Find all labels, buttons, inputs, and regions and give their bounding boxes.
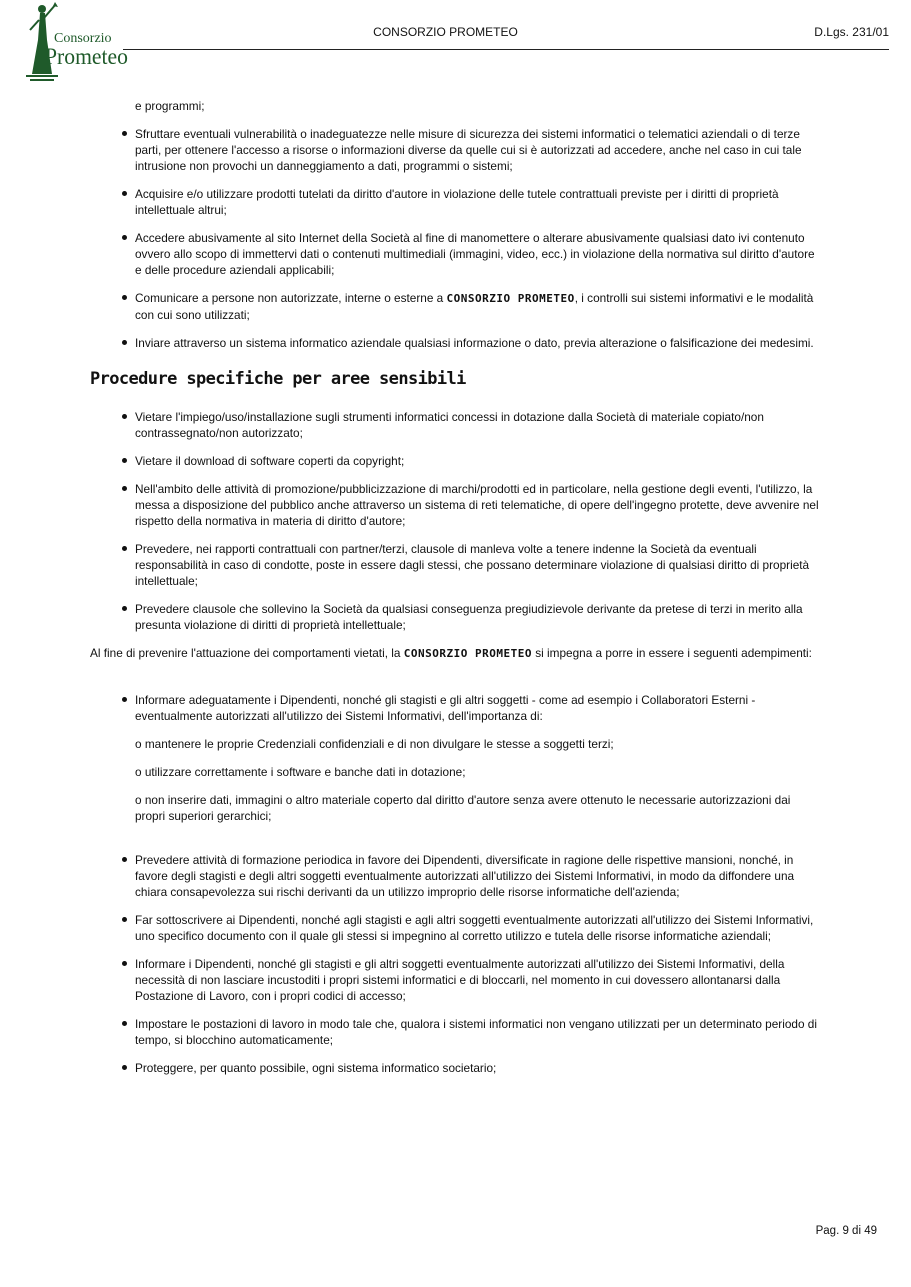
- list-item: Informare i Dipendenti, nonché gli stagisti e gli altri soggetti eventualmente autorizzati all'utilizzo dei Sistemi Informativi, della necessità di non lasciare incustoditi i propri sistemi informatici e di bloccarli, nel momento in cui dovessero allontanarsi dalla Postazione di Lavoro, con i propri codici di accesso;: [90, 956, 823, 1004]
- section-title: Procedure specifiche per aree sensibili: [90, 369, 466, 389]
- brand-name: CONSORZIO PROMETEO: [446, 292, 575, 305]
- list-item: Far sottoscrivere ai Dipendenti, nonché agli stagisti e agli altri soggetti eventualmente autorizzati all'utilizzo dei Sistemi Informativi, uno specifico documento con il quale gli stessi si impegnino al corretto utilizzo e tutela delle risorse informatiche aziendali;: [90, 912, 823, 944]
- page-number: Pag. 9 di 49: [815, 1225, 877, 1237]
- header-title: CONSORZIO PROMETEO: [373, 25, 518, 39]
- prohibitions-list: [90, 126, 823, 351]
- text: si impegna a porre in essere i seguenti adempimenti:: [535, 646, 812, 660]
- measures-list: [90, 852, 823, 1076]
- list-item: Proteggere, per quanto possibile, ogni sistema informatico societario;: [90, 1060, 823, 1076]
- text: Al fine di prevenire l'attuazione dei comportamenti vietati, la: [90, 646, 401, 660]
- sub-item: o utilizzare correttamente i software e banche dati in dotazione;: [135, 765, 466, 779]
- list-item: Prevedere attività di formazione periodica in favore dei Dipendenti, diversificate in ragione delle rispettive mansioni, nonché, in favore degli stagisti e degli altri soggetti eventualmente autorizzati all'utilizzo dei Sistemi Informativi, in modo da diffondere una chiara consapevolezza sui rischi derivanti da un utilizzo improprio delle risorse informatiche dell'azienda;: [90, 852, 823, 900]
- logo-text-top: Consorzio: [54, 31, 112, 46]
- list-item: Informare adeguatamente i Dipendenti, nonché gli stagisti e gli altri soggetti - come ad esempio i Collaboratori Esterni - eventualmente autorizzati all'utilizzo dei Sistemi Informativi, dell'importanza di:: [90, 692, 823, 724]
- list-item: Sfruttare eventuali vulnerabilità o inadeguatezze nelle misure di sicurezza dei sistemi informatici o telematici aziendali o di terze parti, per ottenere l'accesso a risorse o informazioni diverse da quelle cui si è autorizzati ad accedere, anche nel caso in cui tale intrusione non provochi un danneggiamento a dati, programmi o sistemi;: [90, 126, 823, 174]
- list-item: Prevedere clausole che sollevino la Società da qualsiasi conseguenza pregiudizievole derivante da pretese di terzi in merito alla presunta violazione di diritti di proprietà intellettuale;: [90, 601, 823, 633]
- procedures-list: [90, 409, 823, 633]
- list-item: Accedere abusivamente al sito Internet della Società al fine di manomettere o alterare abusivamente qualsiasi dato ivi contenuto ovvero allo scopo di immettervi dati o contenuti multimediali (immagini, video, ecc.) in violazione della normativa sul diritto d'autore e delle procedure aziendali applicabili;: [90, 230, 823, 278]
- list-item: Nell'ambito delle attività di promozione/pubblicizzazione di marchi/prodotti ed in particolare, nella gestione degli eventi, l'utilizzo, la messa a disposizione del pubblico anche attraverso un sistema di reti telematiche, di opere dell'ingegno protette, deve avvenire nel rispetto della normativa in materia di diritto d'autore;: [90, 481, 823, 529]
- header-law-reference: D.Lgs. 231/01: [814, 25, 889, 39]
- list-item: Inviare attraverso un sistema informatico aziendale qualsiasi informazione o dato, previa alterazione o falsificazione dei medesimi.: [90, 335, 823, 351]
- text: Comunicare a persone non autorizzate, interne o esterne a: [135, 291, 444, 305]
- header-divider: [123, 49, 889, 50]
- obligations-list: [90, 692, 823, 724]
- list-item: Vietare il download di software coperti da copyright;: [90, 453, 823, 469]
- obligations-paragraph: [90, 645, 823, 662]
- list-item: Impostare le postazioni di lavoro in modo tale che, qualora i sistemi informatici non vengano utilizzati per un determinato periodo di tempo, si blocchino automaticamente;: [90, 1016, 823, 1048]
- text: , i controlli sui sistemi informativi e le modalità con cui sono utilizzati;: [135, 291, 814, 322]
- brand-name: CONSORZIO PROMETEO: [403, 647, 532, 660]
- document-body: [90, 98, 823, 1088]
- consorzio-prometeo-logo: [18, 0, 130, 82]
- intro-continuation: e programmi;: [135, 99, 205, 113]
- sub-item: o mantenere le proprie Credenziali confidenziali e di non divulgare le stesse a soggetti terzi;: [135, 737, 614, 751]
- list-item: Vietare l'impiego/uso/installazione sugli strumenti informatici concessi in dotazione dalla Società di materiale copiato/non contrassegnato/non autorizzato;: [90, 409, 823, 441]
- list-item: [90, 290, 823, 323]
- sub-item: o non inserire dati, immagini o altro materiale coperto dal diritto d'autore senza avere ottenuto le necessarie autorizzazioni dai propri superiori gerarchici;: [135, 793, 791, 823]
- list-item: Prevedere, nei rapporti contrattuali con partner/terzi, clausole di manleva volte a tenere indenne la Società da eventuali responsabilità in caso di condotte, poste in essere dagli stessi, che possano determinare violazione di qualsiasi diritto di proprietà intellettuale;: [90, 541, 823, 589]
- list-item: Acquisire e/o utilizzare prodotti tutelati da diritto d'autore in violazione delle tutele contrattuali previste per i diritti di proprietà intellettuale altrui;: [90, 186, 823, 218]
- logo-text-bottom: Prometeo: [45, 44, 128, 69]
- sub-items-list: [90, 736, 823, 824]
